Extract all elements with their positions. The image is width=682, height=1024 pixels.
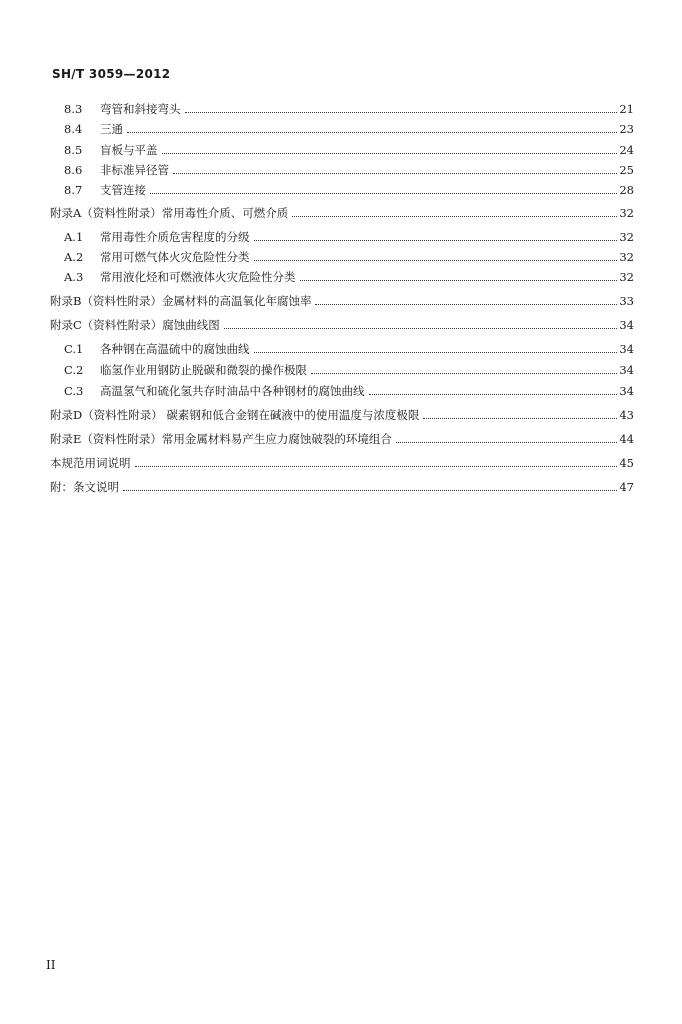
toc-entry: [64, 163, 634, 177]
toc-entry: [64, 183, 634, 197]
toc-entry: [64, 342, 634, 356]
toc-entry: [64, 102, 634, 116]
toc-entry-page: 24: [619, 143, 634, 157]
toc-entry-number: A.2: [64, 250, 84, 264]
toc-entry-page: 32: [619, 270, 634, 284]
toc-entry-page: 34: [619, 384, 634, 398]
toc-entry: [64, 363, 634, 377]
toc-entry-title: 各种钢在高温硫中的腐蚀曲线: [100, 342, 250, 356]
toc-entry: [64, 384, 634, 398]
toc-entry: [50, 318, 634, 332]
toc-leader-dots: [292, 216, 617, 217]
toc-entry-title: 附录A（资料性附录）常用毒性介质、可燃介质: [50, 206, 289, 220]
toc-entry: [50, 408, 634, 422]
toc-entry-page: 34: [619, 318, 634, 332]
toc-entry-number: C.3: [64, 384, 84, 398]
toc-entry-title: 高温氢气和硫化氢共存时油品中各种钢材的腐蚀曲线: [100, 384, 365, 398]
toc-entry-page: 34: [619, 342, 634, 356]
toc-leader-dots: [127, 132, 617, 133]
toc-entry-title: 盲板与平盖: [100, 143, 158, 157]
toc-entry: [50, 206, 634, 220]
toc-entry-page: 43: [619, 408, 634, 422]
toc-leader-dots: [396, 442, 617, 443]
toc-entry-page: 28: [619, 183, 634, 197]
toc-entry-number: 8.6: [64, 163, 83, 177]
toc-entry-page: 34: [619, 363, 634, 377]
toc-entry-page: 32: [619, 250, 634, 264]
toc-entry-number: A.1: [64, 230, 84, 244]
toc-entry-page: 32: [619, 230, 634, 244]
toc-entry: [50, 432, 634, 446]
toc-entry-page: 21: [619, 102, 634, 116]
toc-entry-title: 附：条文说明: [50, 480, 119, 494]
toc-entry-number: A.3: [64, 270, 84, 284]
toc-leader-dots: [315, 304, 617, 305]
toc-entry-page: 25: [619, 163, 634, 177]
toc-leader-dots: [173, 173, 617, 174]
toc-entry-title: 附录D（资料性附录） 碳素钢和低合金钢在碱液中的使用温度与浓度极限: [50, 408, 420, 422]
toc-leader-dots: [423, 418, 617, 419]
toc-leader-dots: [254, 260, 618, 261]
toc-entry-number: C.1: [64, 342, 84, 356]
toc-entry-number: C.2: [64, 363, 84, 377]
toc-leader-dots: [311, 373, 617, 374]
toc-leader-dots: [162, 153, 618, 154]
toc-entry: [64, 250, 634, 264]
toc-leader-dots: [254, 240, 618, 241]
toc-entry-page: 45: [619, 456, 634, 470]
toc-leader-dots: [150, 193, 617, 194]
toc-entry-title: 附录E（资料性附录）常用金属材料易产生应力腐蚀破裂的环境组合: [50, 432, 392, 446]
toc-leader-dots: [123, 490, 617, 491]
toc-entry-title: 非标准异径管: [100, 163, 169, 177]
toc-entry-page: 33: [619, 294, 634, 308]
toc-leader-dots: [369, 394, 618, 395]
page-number: II: [46, 958, 56, 972]
toc-entry-title: 常用液化烃和可燃液体火灾危险性分类: [100, 270, 296, 284]
toc-entry-number: 8.5: [64, 143, 83, 157]
document-code: SH/T 3059—2012: [52, 67, 171, 81]
toc-entry: [64, 143, 634, 157]
toc-leader-dots: [300, 280, 618, 281]
toc-leader-dots: [185, 112, 618, 113]
toc-entry: [64, 122, 634, 136]
toc-entry: [50, 294, 634, 308]
toc-entry-title: 三通: [100, 122, 123, 136]
toc-entry-title: 本规范用词说明: [50, 456, 131, 470]
toc-leader-dots: [135, 466, 618, 467]
toc-entry-title: 常用可燃气体火灾危险性分类: [100, 250, 250, 264]
toc-entry-page: 23: [619, 122, 634, 136]
toc-entry-title: 支管连接: [100, 183, 146, 197]
toc-leader-dots: [224, 328, 618, 329]
toc-entry-number: 8.3: [64, 102, 83, 116]
toc-entry: [64, 230, 634, 244]
toc-leader-dots: [254, 352, 618, 353]
toc-entry-title: 弯管和斜接弯头: [100, 102, 181, 116]
toc-entry-title: 附录B（资料性附录）金属材料的高温氧化年腐蚀率: [50, 294, 312, 308]
toc-entry-title: 常用毒性介质危害程度的分级: [100, 230, 250, 244]
toc-entry-title: 附录C（资料性附录）腐蚀曲线图: [50, 318, 220, 332]
toc-entry-number: 8.7: [64, 183, 83, 197]
toc-entry-page: 47: [619, 480, 634, 494]
toc-entry-page: 44: [619, 432, 634, 446]
toc-entry: [64, 270, 634, 284]
toc-entry-number: 8.4: [64, 122, 83, 136]
toc-entry-title: 临氢作业用钢防止脱碳和微裂的操作极限: [100, 363, 307, 377]
toc-entry-page: 32: [619, 206, 634, 220]
toc-entry: [50, 480, 634, 494]
toc-entry: [50, 456, 634, 470]
